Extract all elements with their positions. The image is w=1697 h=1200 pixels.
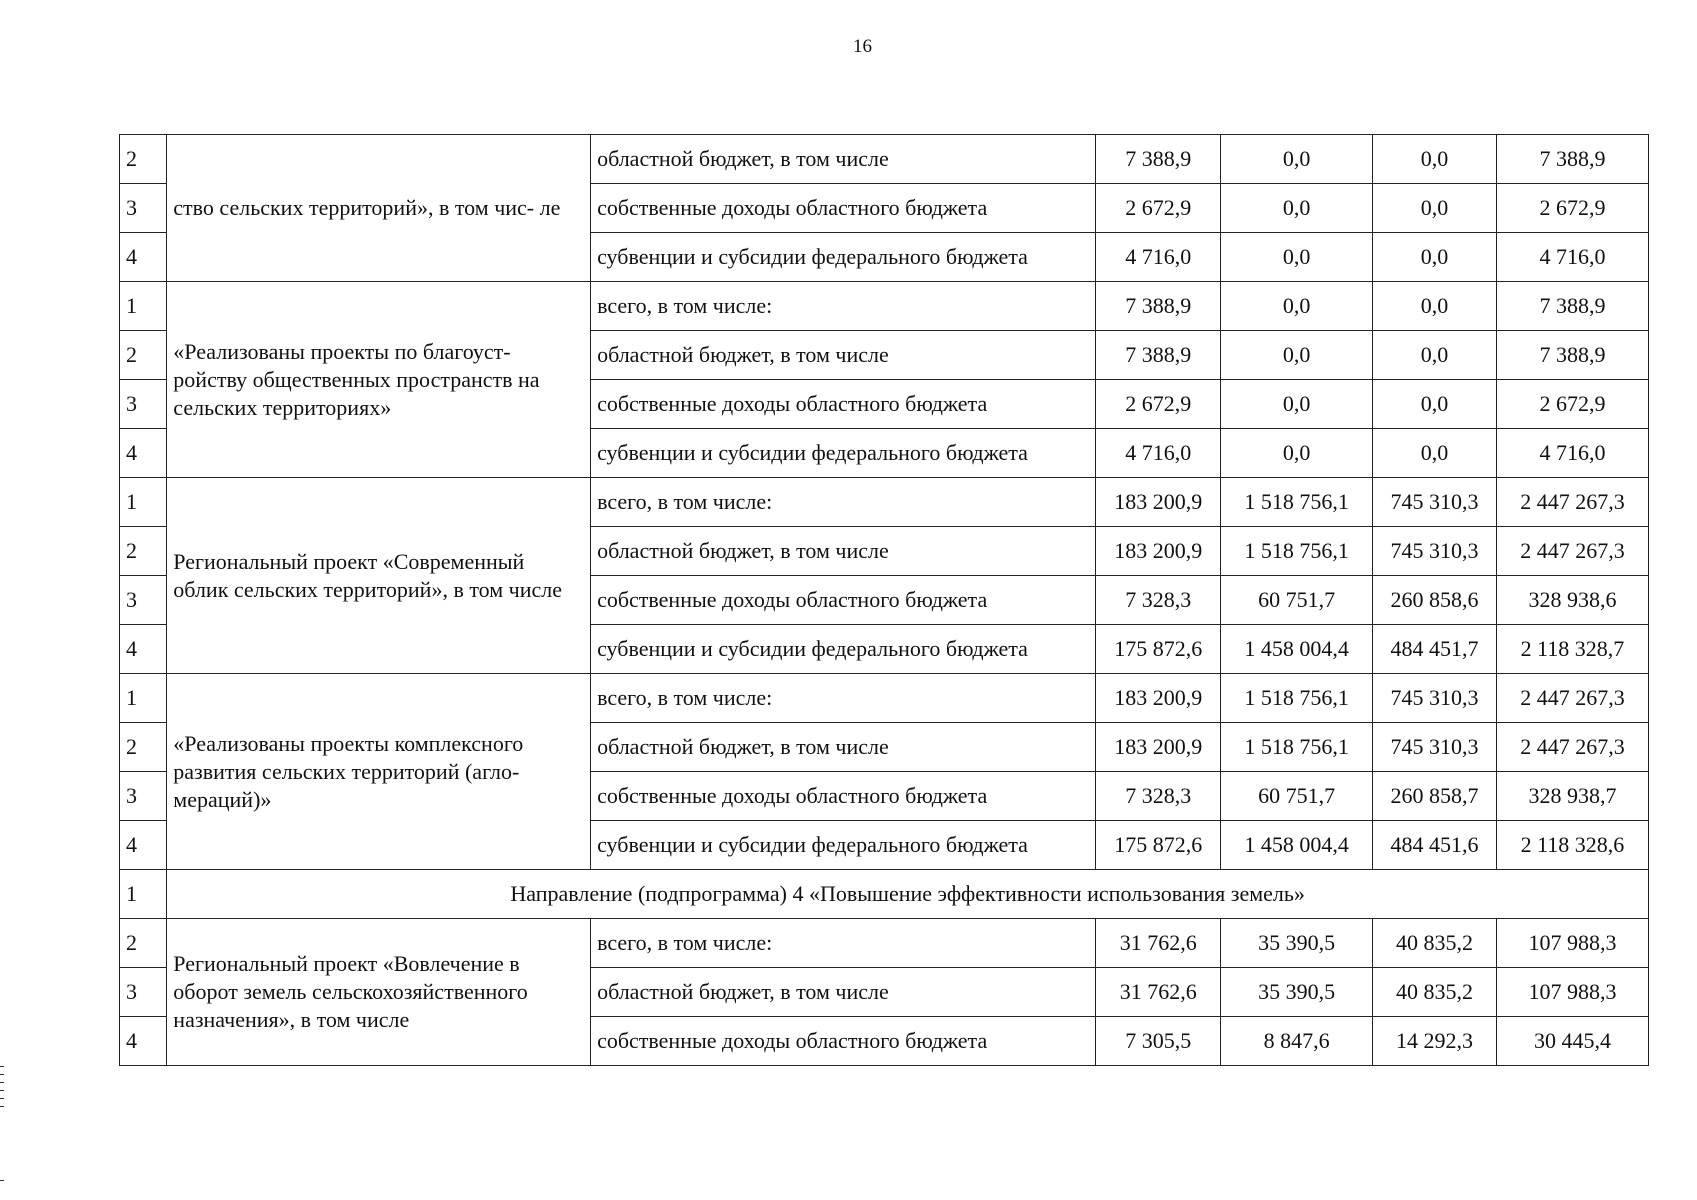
amount-cell: 175 872,6 [1096, 821, 1221, 870]
funding-source-cell: собственные доходы областного бюджета [591, 576, 1096, 625]
row-number-cell: 2 [120, 135, 167, 184]
amount-cell: 2 447 267,3 [1496, 674, 1648, 723]
amount-cell: 0,0 [1373, 135, 1497, 184]
amount-cell: 328 938,6 [1496, 576, 1648, 625]
amount-cell: 0,0 [1221, 429, 1373, 478]
amount-cell: 2 672,9 [1096, 184, 1221, 233]
amount-cell: 7 328,3 [1096, 772, 1221, 821]
funding-source-cell: областной бюджет, в том числе [591, 723, 1096, 772]
amount-cell: 2 447 267,3 [1496, 478, 1648, 527]
row-number-cell: 1 [120, 870, 167, 919]
funding-source-cell: субвенции и субсидии федерального бюджета [591, 429, 1096, 478]
amount-cell: 4 716,0 [1096, 429, 1221, 478]
amount-cell: 328 938,7 [1496, 772, 1648, 821]
amount-cell: 60 751,7 [1221, 576, 1373, 625]
amount-cell: 1 458 004,4 [1221, 821, 1373, 870]
row-number-cell: 4 [120, 821, 167, 870]
amount-cell: 30 445,4 [1496, 1017, 1648, 1066]
amount-cell: 0,0 [1373, 380, 1497, 429]
amount-cell: 8 847,6 [1221, 1017, 1373, 1066]
amount-cell: 0,0 [1221, 331, 1373, 380]
budget-table [119, 134, 1649, 1066]
amount-cell: 14 292,3 [1373, 1017, 1497, 1066]
funding-source-cell: областной бюджет, в том числе [591, 135, 1096, 184]
amount-cell: 7 388,9 [1496, 331, 1648, 380]
amount-cell: 60 751,7 [1221, 772, 1373, 821]
amount-cell: 2 447 267,3 [1496, 527, 1648, 576]
amount-cell: 260 858,6 [1373, 576, 1497, 625]
amount-cell: 0,0 [1373, 331, 1497, 380]
project-name-cell: ство сельских территорий», в том чис- ле [167, 135, 591, 282]
scan-edge-mark [0, 1074, 4, 1075]
amount-cell: 7 388,9 [1496, 135, 1648, 184]
funding-source-cell: субвенции и субсидии федерального бюджета [591, 625, 1096, 674]
amount-cell: 4 716,0 [1496, 429, 1648, 478]
scan-edge-mark [0, 1066, 4, 1067]
row-number-cell: 4 [120, 233, 167, 282]
amount-cell: 0,0 [1221, 184, 1373, 233]
amount-cell: 1 518 756,1 [1221, 723, 1373, 772]
amount-cell: 745 310,3 [1373, 674, 1497, 723]
amount-cell: 2 672,9 [1496, 380, 1648, 429]
funding-source-cell: всего, в том числе: [591, 674, 1096, 723]
row-number-cell: 2 [120, 723, 167, 772]
amount-cell: 183 200,9 [1096, 527, 1221, 576]
amount-cell: 0,0 [1373, 282, 1497, 331]
section-title-cell: Направление (подпрограмма) 4 «Повышение эффективности использования земель» [167, 870, 1649, 919]
funding-source-cell: собственные доходы областного бюджета [591, 380, 1096, 429]
amount-cell: 35 390,5 [1221, 919, 1373, 968]
amount-cell: 0,0 [1373, 233, 1497, 282]
amount-cell: 1 518 756,1 [1221, 478, 1373, 527]
section-header-row [120, 870, 1649, 919]
amount-cell: 2 447 267,3 [1496, 723, 1648, 772]
amount-cell: 0,0 [1373, 429, 1497, 478]
amount-cell: 35 390,5 [1221, 968, 1373, 1017]
funding-source-cell: собственные доходы областного бюджета [591, 1017, 1096, 1066]
table-row [120, 135, 1649, 184]
funding-source-cell: областной бюджет, в том числе [591, 331, 1096, 380]
row-number-cell: 2 [120, 527, 167, 576]
row-number-cell: 1 [120, 674, 167, 723]
funding-source-cell: областной бюджет, в том числе [591, 527, 1096, 576]
funding-source-cell: всего, в том числе: [591, 478, 1096, 527]
amount-cell: 484 451,7 [1373, 625, 1497, 674]
amount-cell: 745 310,3 [1373, 478, 1497, 527]
table-row [120, 282, 1649, 331]
amount-cell: 183 200,9 [1096, 674, 1221, 723]
amount-cell: 31 762,6 [1096, 919, 1221, 968]
amount-cell: 107 988,3 [1496, 919, 1648, 968]
amount-cell: 40 835,2 [1373, 968, 1497, 1017]
funding-source-cell: всего, в том числе: [591, 282, 1096, 331]
amount-cell: 745 310,3 [1373, 527, 1497, 576]
amount-cell: 0,0 [1221, 380, 1373, 429]
amount-cell: 2 118 328,7 [1496, 625, 1648, 674]
amount-cell: 2 672,9 [1096, 380, 1221, 429]
project-name-cell: Региональный проект «Современный облик сельских территорий», в том числе [167, 478, 591, 674]
amount-cell: 1 458 004,4 [1221, 625, 1373, 674]
amount-cell: 2 118 328,6 [1496, 821, 1648, 870]
row-number-cell: 4 [120, 1017, 167, 1066]
amount-cell: 0,0 [1221, 282, 1373, 331]
amount-cell: 107 988,3 [1496, 968, 1648, 1017]
scan-edge-mark [0, 1180, 4, 1181]
row-number-cell: 1 [120, 478, 167, 527]
amount-cell: 1 518 756,1 [1221, 674, 1373, 723]
row-number-cell: 2 [120, 331, 167, 380]
row-number-cell: 3 [120, 184, 167, 233]
amount-cell: 183 200,9 [1096, 478, 1221, 527]
amount-cell: 7 388,9 [1096, 282, 1221, 331]
funding-source-cell: субвенции и субсидии федерального бюджета [591, 821, 1096, 870]
table-row [120, 919, 1649, 968]
amount-cell: 7 305,5 [1096, 1017, 1221, 1066]
amount-cell: 7 388,9 [1096, 135, 1221, 184]
amount-cell: 40 835,2 [1373, 919, 1497, 968]
row-number-cell: 3 [120, 576, 167, 625]
project-name-cell: «Реализованы проекты по благоуст- ройству общественных пространств на сельских территориях» [167, 282, 591, 478]
page-number: 16 [853, 36, 872, 57]
amount-cell: 484 451,6 [1373, 821, 1497, 870]
scan-edge-mark [0, 1106, 4, 1107]
amount-cell: 4 716,0 [1096, 233, 1221, 282]
amount-cell: 2 672,9 [1496, 184, 1648, 233]
amount-cell: 260 858,7 [1373, 772, 1497, 821]
row-number-cell: 3 [120, 968, 167, 1017]
row-number-cell: 4 [120, 429, 167, 478]
amount-cell: 0,0 [1221, 135, 1373, 184]
funding-source-cell: всего, в том числе: [591, 919, 1096, 968]
amount-cell: 31 762,6 [1096, 968, 1221, 1017]
amount-cell: 0,0 [1373, 184, 1497, 233]
amount-cell: 7 328,3 [1096, 576, 1221, 625]
row-number-cell: 3 [120, 772, 167, 821]
funding-source-cell: субвенции и субсидии федерального бюджета [591, 233, 1096, 282]
table-row [120, 478, 1649, 527]
amount-cell: 0,0 [1221, 233, 1373, 282]
amount-cell: 7 388,9 [1096, 331, 1221, 380]
amount-cell: 4 716,0 [1496, 233, 1648, 282]
amount-cell: 183 200,9 [1096, 723, 1221, 772]
amount-cell: 1 518 756,1 [1221, 527, 1373, 576]
scan-edge-mark [0, 1090, 4, 1091]
amount-cell: 7 388,9 [1496, 282, 1648, 331]
scan-edge-mark [0, 1098, 4, 1099]
table-row [120, 674, 1649, 723]
amount-cell: 175 872,6 [1096, 625, 1221, 674]
scan-edge-mark [0, 1082, 4, 1083]
row-number-cell: 4 [120, 625, 167, 674]
project-name-cell: Региональный проект «Вовлечение в оборот земель сельскохозяйственного назначения», в том числе [167, 919, 591, 1066]
funding-source-cell: областной бюджет, в том числе [591, 968, 1096, 1017]
amount-cell: 745 310,3 [1373, 723, 1497, 772]
funding-source-cell: собственные доходы областного бюджета [591, 184, 1096, 233]
project-name-cell: «Реализованы проекты комплексного развития сельских территорий (агло- мераций)» [167, 674, 591, 870]
row-number-cell: 2 [120, 919, 167, 968]
row-number-cell: 1 [120, 282, 167, 331]
row-number-cell: 3 [120, 380, 167, 429]
funding-source-cell: собственные доходы областного бюджета [591, 772, 1096, 821]
